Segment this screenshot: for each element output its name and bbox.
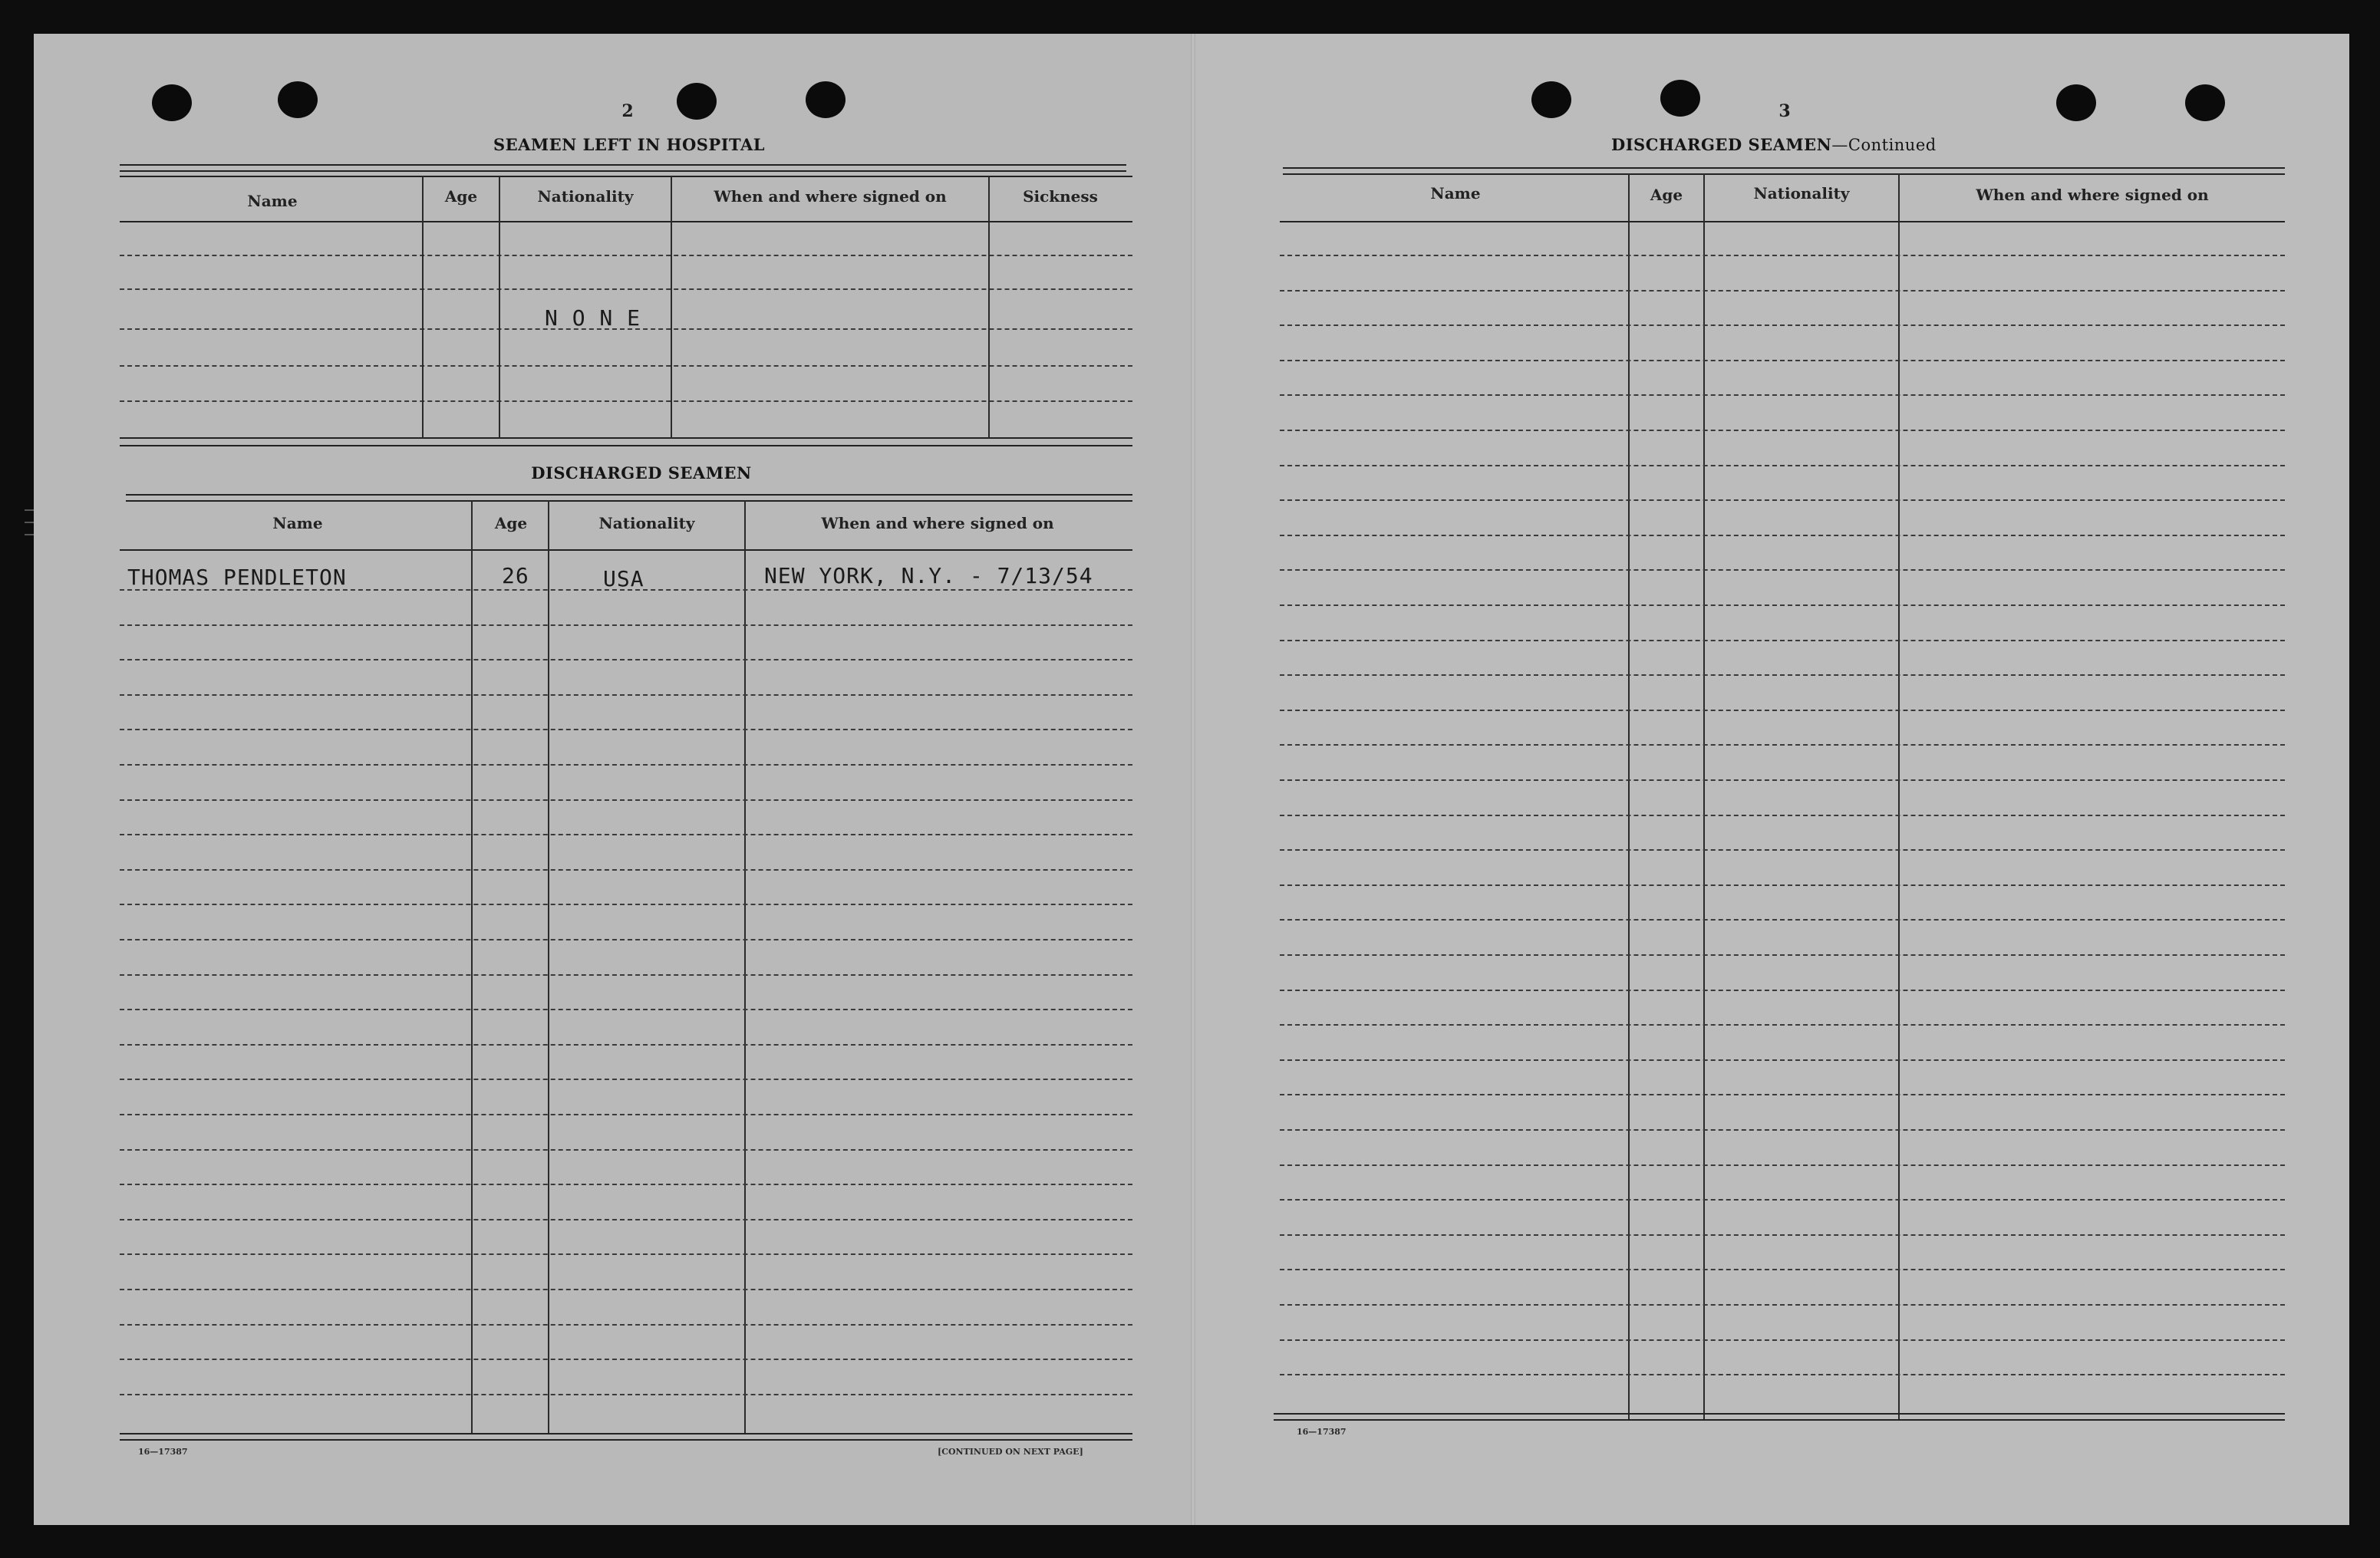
rule: [120, 1433, 1132, 1434]
dotted-line: [120, 1394, 1132, 1395]
left-page-number: 2: [621, 101, 634, 121]
col-divider: [422, 176, 424, 439]
discharged-col-nationality: Nationality: [598, 514, 695, 532]
dotted-line: [1280, 430, 2285, 431]
rule: [120, 221, 1132, 222]
punch-hole: [152, 84, 192, 121]
dotted-line: [1280, 1269, 2285, 1270]
dotted-line: [1280, 779, 2285, 781]
dotted-line: [1280, 1199, 2285, 1201]
rule: [1274, 1413, 2285, 1415]
dotted-line: [1280, 255, 2285, 256]
dotted-line: [1280, 535, 2285, 536]
dotted-line: [1280, 954, 2285, 956]
rule: [1283, 173, 2285, 175]
dotted-line: [120, 1289, 1132, 1290]
punch-hole: [677, 83, 717, 120]
dotted-line: [1280, 324, 2285, 326]
discharged-row-nationality: USA: [603, 566, 644, 591]
hospital-col-nationality: Nationality: [537, 187, 634, 206]
rule: [120, 1439, 1132, 1441]
dotted-line: [1280, 1129, 2285, 1131]
right-title-main: DISCHARGED SEAMEN: [1611, 135, 1832, 154]
rule: [126, 494, 1132, 496]
margin-mark: [25, 522, 34, 523]
hospital-col-name: Name: [247, 192, 298, 210]
col-divider: [744, 500, 746, 1434]
dotted-line: [1280, 1094, 2285, 1095]
dotted-line: [1280, 884, 2285, 886]
dotted-line: [120, 1149, 1132, 1151]
rule: [126, 500, 1132, 502]
col-divider: [988, 176, 990, 439]
dotted-line: [120, 1219, 1132, 1220]
discharged-col-age: Age: [494, 514, 528, 532]
discharged-col-signed-on: When and where signed on: [821, 514, 1054, 532]
punch-hole: [2056, 84, 2096, 121]
hospital-col-age: Age: [444, 187, 478, 206]
rule: [120, 549, 1132, 551]
dotted-line: [120, 1044, 1132, 1046]
dotted-line: [120, 764, 1132, 766]
dotted-line: [120, 1079, 1132, 1080]
dotted-line: [1280, 640, 2285, 641]
margin-mark: [25, 509, 34, 511]
dotted-line: [120, 1253, 1132, 1255]
right-title-suffix: —Continued: [1831, 136, 1937, 154]
discharged-col-name: Name: [272, 514, 323, 532]
dotted-line: [1280, 394, 2285, 396]
dotted-line: [1280, 815, 2285, 816]
dotted-line: [120, 729, 1132, 730]
dotted-line: [120, 400, 1132, 402]
discharged-row-name: THOMAS PENDLETON: [127, 565, 347, 590]
dotted-line: [1280, 1024, 2285, 1026]
rule: [120, 176, 1132, 177]
dotted-line: [1280, 744, 2285, 746]
dotted-line: [120, 694, 1132, 696]
punch-hole: [806, 81, 846, 118]
dotted-line: [1280, 1234, 2285, 1236]
right-col-age: Age: [1650, 186, 1683, 204]
dotted-line: [120, 1359, 1132, 1360]
punch-hole: [1531, 81, 1571, 118]
punch-hole: [2185, 84, 2225, 121]
dotted-line: [1280, 569, 2285, 571]
dotted-line: [1280, 290, 2285, 292]
dotted-line: [1280, 919, 2285, 921]
punch-hole: [1660, 80, 1700, 117]
rule: [1283, 167, 2285, 169]
dotted-line: [120, 1114, 1132, 1115]
right-col-name: Name: [1430, 184, 1481, 203]
right-col-signed-on: When and where signed on: [1976, 186, 2209, 204]
dotted-line: [1280, 1374, 2285, 1375]
rule: [120, 170, 1126, 172]
hospital-col-signed-on: When and where signed on: [714, 187, 947, 206]
dotted-line: [1280, 1304, 2285, 1306]
col-divider: [548, 500, 549, 1434]
dotted-line: [120, 974, 1132, 976]
rule: [120, 437, 1132, 439]
dotted-line: [120, 1009, 1132, 1010]
rule: [1274, 1419, 2285, 1421]
dotted-line: [1280, 1339, 2285, 1341]
col-divider: [499, 176, 500, 439]
dotted-line: [120, 589, 1132, 591]
right-page-number: 3: [1778, 101, 1791, 121]
left-form-number: 16—17387: [138, 1447, 188, 1457]
dotted-line: [120, 904, 1132, 905]
dotted-line: [120, 1184, 1132, 1185]
dotted-line: [120, 255, 1132, 256]
col-divider: [671, 176, 672, 439]
hospital-section-title: SEAMEN LEFT IN HOSPITAL: [493, 135, 766, 154]
dotted-line: [1280, 710, 2285, 711]
dotted-line: [1280, 1059, 2285, 1061]
dotted-line: [120, 288, 1132, 290]
dotted-line: [1280, 990, 2285, 991]
right-form-number: 16—17387: [1297, 1427, 1347, 1437]
dotted-line: [1280, 465, 2285, 466]
right-section-title: [1611, 135, 1937, 154]
hospital-none-entry: N O N E: [545, 305, 641, 331]
dotted-line: [120, 624, 1132, 626]
dotted-line: [120, 659, 1132, 660]
rule: [120, 164, 1126, 166]
dotted-line: [1280, 1164, 2285, 1166]
rule: [120, 445, 1132, 446]
right-col-nationality: Nationality: [1753, 184, 1850, 203]
discharged-row-signed-on: NEW YORK, N.Y. - 7/13/54: [764, 563, 1093, 588]
punch-hole: [278, 81, 318, 118]
col-divider: [471, 500, 473, 1434]
dotted-line: [120, 869, 1132, 871]
discharged-section-title: DISCHARGED SEAMEN: [531, 463, 752, 483]
dotted-line: [1280, 674, 2285, 676]
dotted-line: [120, 1324, 1132, 1326]
left-page: [34, 34, 1194, 1525]
rule: [1280, 221, 2285, 222]
dotted-line: [120, 834, 1132, 835]
dotted-line: [1280, 360, 2285, 361]
discharged-row-age: 26: [502, 563, 529, 588]
page-fold: [1191, 34, 1195, 1525]
dotted-line: [120, 365, 1132, 367]
dotted-line: [1280, 849, 2285, 851]
hospital-col-sickness: Sickness: [1023, 187, 1098, 206]
dotted-line: [120, 939, 1132, 940]
continued-note: [CONTINUED ON NEXT PAGE]: [938, 1447, 1083, 1457]
margin-mark: [25, 534, 34, 535]
dotted-line: [120, 799, 1132, 801]
dotted-line: [1280, 604, 2285, 606]
dotted-line: [1280, 499, 2285, 501]
